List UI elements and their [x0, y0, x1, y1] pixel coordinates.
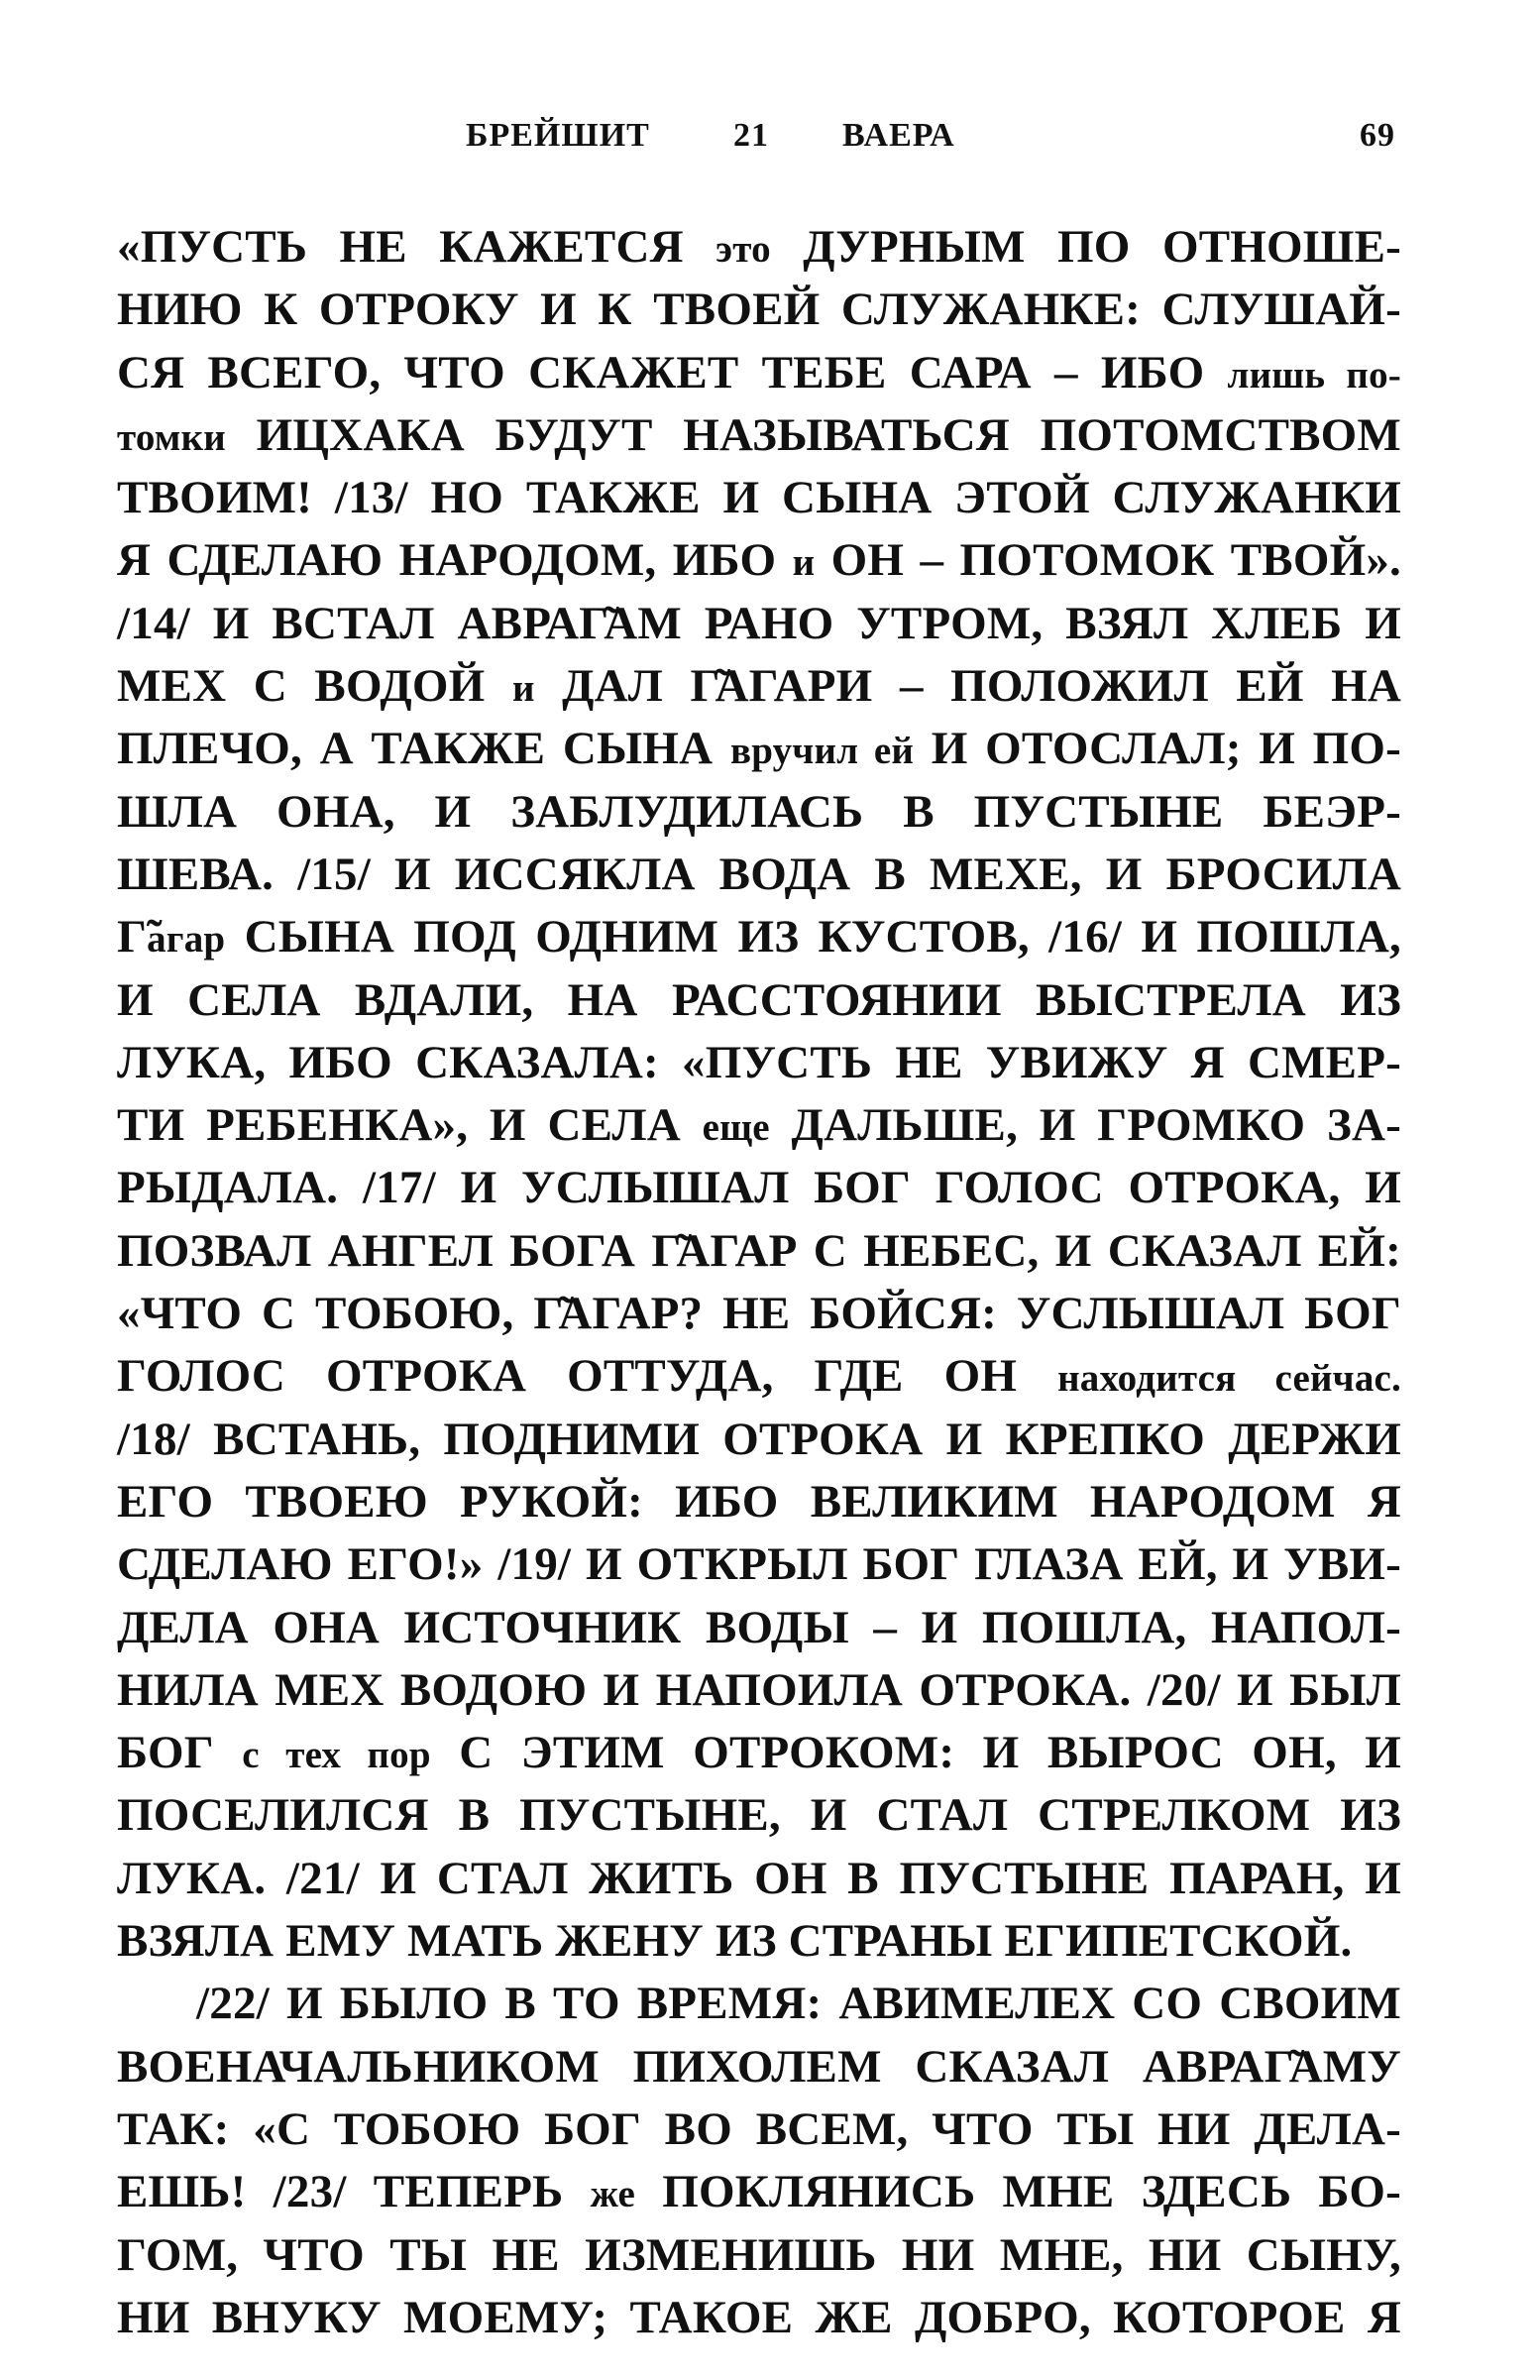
text-line	[117, 1659, 1401, 1722]
text-line	[117, 1910, 1401, 1973]
text-segment: Г̃	[117, 911, 148, 963]
text-segment: НИЮ К ОТРОКУ И К ТВОЕЙ СЛУЖАНКЕ: СЛУШАЙ-	[117, 283, 1401, 336]
text-segment: ШЛА ОНА, И ЗАБЛУДИЛАСЬ В ПУСТЫНЕ БЕЭР-	[117, 785, 1401, 838]
text-line	[117, 844, 1401, 906]
text-segment: ОН – ПОТОМОК ТВОЙ».	[815, 534, 1401, 587]
text-line	[117, 1157, 1401, 1219]
text-segment: ГОЛОС ОТРОКА ОТТУДА, ГДЕ ОН	[117, 1350, 1058, 1403]
text-segment: БОГ	[117, 1727, 243, 1779]
text-segment: ПОЗВАЛ АНГЕЛ БОГА Г̃АГАР С НЕБЕС, И СКАЗАЛ ЕЙ:	[117, 1224, 1401, 1277]
text-line	[117, 467, 1401, 529]
text-line	[117, 1597, 1401, 1659]
text-segment: ПОКЛЯНИСЬ МНЕ ЗДЕСЬ БО-	[635, 2166, 1401, 2218]
text-segment: «ЧТО С ТОБОЮ, Г̃АГАР? НЕ БОЙСЯ: УСЛЫШАЛ БОГ	[117, 1288, 1401, 1340]
text-line	[117, 1973, 1401, 2035]
text-segment: РЫДАЛА. /17/ И УСЛЫШАЛ БОГ ГОЛОС ОТРОКА, И	[117, 1162, 1401, 1214]
lowercase-insert: томки	[117, 415, 226, 459]
lowercase-insert: находится сейчас.	[1057, 1357, 1401, 1401]
text-segment: ДАЛЬШЕ, И ГРОМКО ЗА-	[769, 1099, 1401, 1152]
text-line	[117, 906, 1401, 968]
text-segment: ПЛЕЧО, А ТАКЖЕ СЫНА	[117, 723, 730, 775]
lowercase-insert: это	[715, 228, 771, 271]
text-segment: И СЕЛА ВДАЛИ, НА РАССТОЯНИИ ВЫСТРЕЛА ИЗ	[117, 973, 1401, 1026]
text-line	[117, 1094, 1401, 1157]
text-line	[117, 781, 1401, 844]
text-line	[117, 718, 1401, 780]
body-text	[117, 216, 1401, 2349]
text-segment: /14/ И ВСТАЛ АВРАГ̃АМ РАНО УТРОМ, ВЗЯЛ ХЛЕБ И	[117, 597, 1401, 649]
text-segment: ШЕВА. /15/ И ИССЯКЛА ВОДА В МЕХЕ, И БРОСИЛА	[117, 848, 1401, 900]
text-line	[117, 2098, 1401, 2161]
text-segment: Я СДЕЛАЮ НАРОДОМ, ИБО	[117, 534, 793, 587]
text-segment: И ОТОСЛАЛ; И ПО-	[914, 723, 1401, 775]
text-line	[117, 529, 1401, 592]
text-line	[117, 1345, 1401, 1408]
text-segment: ТАК: «С ТОБОЮ БОГ ВО ВСЕМ, ЧТО ТЫ НИ ДЕЛА-	[117, 2102, 1401, 2155]
text-segment: ГОМ, ЧТО ТЫ НЕ ИЗМЕНИШЬ НИ МНЕ, НИ СЫНУ,	[117, 2228, 1401, 2281]
text-line	[117, 1471, 1401, 1533]
lowercase-insert: вручил ей	[729, 730, 915, 773]
chapter-number: 21	[733, 117, 769, 154]
lowercase-insert: еще	[702, 1106, 770, 1150]
text-line	[117, 1784, 1401, 1847]
text-segment: ЛУКА. /21/ И СТАЛ ЖИТЬ ОН В ПУСТЫНЕ ПАРАН, И	[117, 1852, 1401, 1904]
text-line	[117, 1032, 1401, 1094]
text-segment: ИЦХАКА БУДУТ НАЗЫВАТЬСЯ ПОТОМСТВОМ	[225, 408, 1401, 461]
text-line	[117, 1220, 1401, 1283]
text-line	[117, 279, 1401, 341]
page-number: 69	[1360, 117, 1395, 154]
text-segment: ЕШЬ! /23/ ТЕПЕРЬ	[117, 2166, 591, 2218]
text-line	[117, 593, 1401, 655]
text-segment: /18/ ВСТАНЬ, ПОДНИМИ ОТРОКА И КРЕПКО ДЕРЖИ	[117, 1413, 1401, 1465]
text-segment: МЕХ С ВОДОЙ	[117, 660, 512, 713]
text-segment: СДЕЛАЮ ЕГО!» /19/ И ОТКРЫЛ БОГ ГЛАЗА ЕЙ, И УВИ-	[117, 1538, 1401, 1591]
text-line	[117, 2161, 1401, 2223]
text-segment: «ПУСТЬ НЕ КАЖЕТСЯ	[117, 221, 716, 273]
lowercase-insert: же	[590, 2173, 636, 2216]
text-segment: ЛУКА, ИБО СКАЗАЛА: «ПУСТЬ НЕ УВИЖУ Я СМЕР-	[117, 1036, 1401, 1088]
text-segment: ЕГО ТВОЕЮ РУКОЙ: ИБО ВЕЛИКИМ НАРОДОМ Я	[117, 1475, 1401, 1528]
lowercase-insert: агар	[147, 918, 226, 962]
lowercase-insert: с тех пор	[242, 1734, 431, 1777]
text-segment: ДЕЛА ОНА ИСТОЧНИК ВОДЫ – И ПОШЛА, НАПОЛ-	[117, 1601, 1401, 1653]
text-line	[117, 2036, 1401, 2098]
text-segment: ВОЕНАЧАЛЬНИКОМ ПИХОЛЕМ СКАЗАЛ АВРАГ̃АМУ	[117, 2040, 1401, 2093]
text-segment: ПОСЕЛИЛСЯ В ПУСТЫНЕ, И СТАЛ СТРЕЛКОМ ИЗ	[117, 1789, 1401, 1842]
text-segment: ДАЛ Г̃АГАРИ – ПОЛОЖИЛ ЕЙ НА	[534, 660, 1402, 713]
text-segment: СЯ ВСЕГО, ЧТО СКАЖЕТ ТЕБЕ САРА – ИБО	[117, 346, 1228, 398]
text-segment: СЫНА ПОД ОДНИМ ИЗ КУСТОВ, /16/ И ПОШЛА,	[225, 911, 1401, 963]
text-segment: ТВОИМ! /13/ НО ТАКЖЕ И СЫНА ЭТОЙ СЛУЖАНКИ	[117, 472, 1401, 524]
text-line	[117, 2224, 1401, 2287]
lowercase-insert: и	[792, 541, 816, 585]
text-line	[117, 216, 1401, 279]
lowercase-insert: и	[511, 667, 535, 711]
text-segment: НИЛА МЕХ ВОДОЮ И НАПОИЛА ОТРОКА. /20/ И БЫЛ	[117, 1663, 1401, 1716]
text-line	[117, 655, 1401, 718]
text-line	[117, 1409, 1401, 1471]
text-segment: НИ ВНУКУ МОЕМУ; ТАКОЕ ЖЕ ДОБРО, КОТОРОЕ Я	[117, 2291, 1401, 2343]
text-line	[117, 404, 1401, 467]
text-line	[117, 1722, 1401, 1784]
book-title: БРЕЙШИТ	[466, 117, 650, 154]
text-segment: ДУРНЫМ ПО ОТНОШЕ-	[770, 221, 1401, 273]
text-segment: С ЭТИМ ОТРОКОМ: И ВЫРОС ОН, И	[430, 1727, 1401, 1779]
text-line	[117, 1533, 1401, 1596]
text-segment: ТИ РЕБЕНКА», И СЕЛА	[117, 1099, 703, 1152]
text-segment: ВЗЯЛА ЕМУ МАТЬ ЖЕНУ ИЗ СТРАНЫ ЕГИПЕТСКОЙ.	[117, 1915, 1353, 1968]
text-line	[117, 1283, 1401, 1345]
text-line	[117, 1848, 1401, 1910]
running-head	[0, 107, 1540, 167]
text-line	[117, 969, 1401, 1032]
torah-portion-name: ВАЕРА	[842, 117, 955, 154]
text-line	[117, 2287, 1401, 2349]
text-segment: /22/ И БЫЛО В ТО ВРЕМЯ: АВИМЕЛЕХ СО СВОИМ	[196, 1978, 1401, 2030]
lowercase-insert: лишь по-	[1227, 353, 1401, 397]
text-line	[117, 342, 1401, 404]
